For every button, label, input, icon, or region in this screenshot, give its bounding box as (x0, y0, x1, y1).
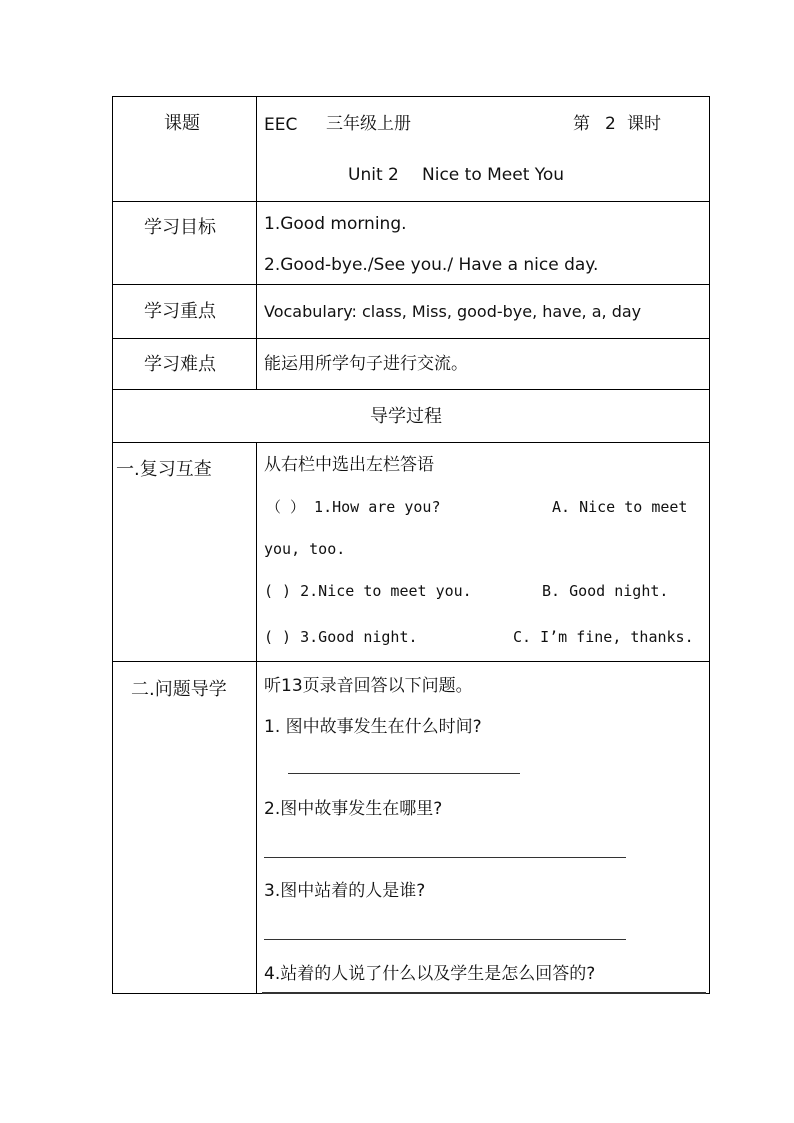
questions-label: 二.问题导学 (131, 679, 227, 700)
objective-item: 1.Good morning. (264, 214, 407, 234)
answer-blank[interactable] (288, 773, 520, 774)
row-divider (112, 661, 710, 662)
process-title: 导学过程 (370, 406, 442, 427)
row-divider (112, 338, 710, 339)
row-divider (112, 201, 710, 202)
review-answer-a: A. Nice to meet (552, 498, 688, 516)
key-points-label: 学习重点 (144, 301, 216, 322)
topic-label: 课题 (164, 113, 200, 134)
lesson-prefix: 第 (573, 114, 590, 134)
unit-title: Nice to Meet You (422, 165, 565, 185)
difficulties-text: 能运用所学句子进行交流。 (264, 354, 468, 374)
answer-blank[interactable] (264, 939, 626, 940)
question-item: 2.图中故事发生在哪里? (264, 799, 443, 819)
unit-number: Unit 2 (348, 165, 399, 185)
course-code: EEC (264, 115, 298, 135)
objective-item: 2.Good-bye./See you./ Have a nice day. (264, 255, 599, 275)
column-divider (256, 96, 257, 389)
row-divider (112, 284, 710, 285)
question-item: 1. 图中故事发生在什么时间? (264, 717, 482, 737)
question-item: 4.站着的人说了什么以及学生是怎么回答的? (264, 964, 596, 984)
review-question-2: ( ) 2.Nice to meet you. (264, 582, 472, 600)
answer-blank[interactable] (264, 857, 626, 858)
lesson-number: 2 (605, 114, 616, 134)
grade-text: 三年级上册 (326, 114, 411, 134)
difficulties-label: 学习难点 (144, 354, 216, 375)
review-question-1: （ ） 1.How are you? (266, 498, 441, 516)
row-divider (112, 389, 710, 390)
vocabulary-text: Vocabulary: class, Miss, good-bye, have, a, day (264, 302, 642, 321)
review-instruction: 从右栏中选出左栏答语 (264, 455, 434, 475)
review-answer-b: B. Good night. (542, 582, 669, 600)
objectives-label: 学习目标 (144, 217, 216, 238)
review-question-3: ( ) 3.Good night. (264, 628, 418, 646)
lesson-suffix: 课时 (627, 114, 661, 134)
questions-instruction: 听13页录音回答以下问题。 (264, 676, 473, 696)
row-divider (112, 442, 710, 443)
review-label: 一.复习互查 (116, 459, 212, 480)
question-item: 3.图中站着的人是谁? (264, 881, 426, 901)
answer-blank[interactable] (262, 992, 706, 994)
review-answer-a-cont: you, too. (264, 540, 346, 558)
column-divider (256, 442, 257, 994)
review-answer-c: C. I’m fine, thanks. (513, 628, 694, 646)
